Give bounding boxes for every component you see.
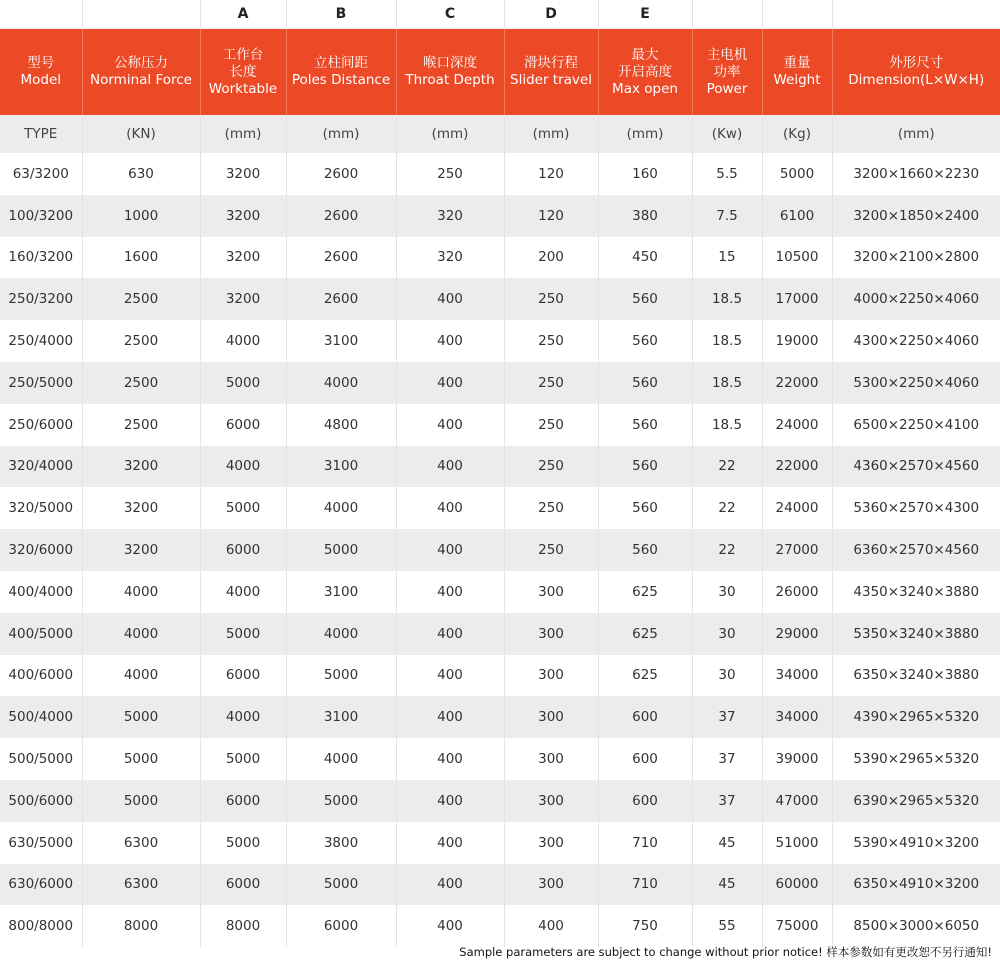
unit-cell: (mm) [396, 115, 504, 153]
table-cell: 6000 [200, 404, 286, 446]
table-cell: 3200×1850×2400 [832, 195, 1000, 237]
header-line: 主电机 [706, 46, 748, 63]
table-row [0, 571, 1000, 613]
table-cell: 2600 [286, 278, 396, 320]
table-body [0, 153, 1000, 947]
table-cell: 22 [692, 529, 762, 571]
header-line: 型号 [27, 55, 55, 71]
table-cell: 39000 [762, 738, 832, 780]
table-cell: 10500 [762, 237, 832, 279]
table-cell: 3800 [286, 822, 396, 864]
column-letter [0, 0, 82, 29]
table-cell: 560 [598, 320, 692, 362]
table-cell: 320 [396, 237, 504, 279]
table-cell: 400 [396, 320, 504, 362]
table-row [0, 195, 1000, 237]
table-cell: 5000 [200, 822, 286, 864]
table-cell: 250 [504, 487, 598, 529]
header-line: 滑块行程 [524, 55, 578, 71]
header-force [82, 29, 200, 116]
table-cell: 160/3200 [0, 237, 82, 279]
table-cell: 3100 [286, 320, 396, 362]
table-cell: 300 [504, 696, 598, 738]
table-cell: 15 [692, 237, 762, 279]
table-cell: 6360×2570×4560 [832, 529, 1000, 571]
table-cell: 5000 [286, 655, 396, 697]
table-cell: 600 [598, 696, 692, 738]
table-cell: 400 [396, 864, 504, 906]
header-line: 长度 [229, 63, 257, 80]
table-cell: 5000 [82, 696, 200, 738]
table-cell: 4000×2250×4060 [832, 278, 1000, 320]
table-cell: 4000 [200, 320, 286, 362]
table-cell: 22 [692, 487, 762, 529]
header-line: 公称压力 [114, 55, 168, 71]
table-cell: 250 [504, 529, 598, 571]
table-cell: 55 [692, 905, 762, 947]
table-row [0, 655, 1000, 697]
table-cell: 4000 [286, 738, 396, 780]
table-cell: 60000 [762, 864, 832, 906]
table-cell: 4350×3240×3880 [832, 571, 1000, 613]
table-cell: 400 [396, 487, 504, 529]
table-cell: 4000 [82, 655, 200, 697]
unit-cell: (mm) [286, 115, 396, 153]
table-cell: 24000 [762, 404, 832, 446]
table-cell: 400 [396, 613, 504, 655]
table-cell: 6350×4910×3200 [832, 864, 1000, 906]
table-cell: 300 [504, 738, 598, 780]
table-cell: 3100 [286, 696, 396, 738]
table-cell: 320/4000 [0, 446, 82, 488]
header-line: Slider travel [510, 72, 592, 88]
table-cell: 250 [504, 446, 598, 488]
table-cell: 2600 [286, 237, 396, 279]
table-cell: 8000 [82, 905, 200, 947]
table-cell: 625 [598, 613, 692, 655]
header-line: Throat Depth [405, 72, 495, 88]
unit-cell: (mm) [504, 115, 598, 153]
table-cell: 2500 [82, 404, 200, 446]
table-cell: 34000 [762, 696, 832, 738]
table-cell: 4360×2570×4560 [832, 446, 1000, 488]
table-cell: 400 [396, 696, 504, 738]
table-cell: 4800 [286, 404, 396, 446]
table-cell: 120 [504, 153, 598, 195]
table-cell: 5300×2250×4060 [832, 362, 1000, 404]
header-line: 外形尺寸 [889, 55, 944, 71]
table-cell: 18.5 [692, 320, 762, 362]
table-cell: 500/6000 [0, 780, 82, 822]
table-cell: 19000 [762, 320, 832, 362]
unit-cell: (Kg) [762, 115, 832, 153]
table-cell: 34000 [762, 655, 832, 697]
header-line: Model [20, 72, 62, 88]
table-cell: 18.5 [692, 362, 762, 404]
table-cell: 18.5 [692, 278, 762, 320]
table-cell: 250 [504, 278, 598, 320]
table-row [0, 529, 1000, 571]
column-letter: E [598, 0, 692, 29]
table-cell: 400/4000 [0, 571, 82, 613]
table-cell: 400 [396, 738, 504, 780]
table-cell: 8000 [200, 905, 286, 947]
column-letter [832, 0, 1000, 29]
table-cell: 4000 [200, 446, 286, 488]
unit-cell: TYPE [0, 115, 82, 153]
table-cell: 4000 [82, 613, 200, 655]
header-power [692, 29, 762, 116]
table-cell: 2500 [82, 320, 200, 362]
header-line: Weight [773, 72, 821, 88]
table-cell: 400 [396, 905, 504, 947]
table-cell: 2500 [82, 278, 200, 320]
table-cell: 5000 [286, 864, 396, 906]
table-cell: 400 [396, 278, 504, 320]
table-cell: 250/6000 [0, 404, 82, 446]
column-letter: A [200, 0, 286, 29]
disclaimer-note: Sample parameters are subject to change without prior notice! 样本参数如有更改恕不另行通知! [459, 945, 992, 959]
table-cell: 250/3200 [0, 278, 82, 320]
table-cell: 400 [396, 780, 504, 822]
table-row [0, 320, 1000, 362]
header-slider-travel [504, 29, 598, 116]
table-cell: 300 [504, 780, 598, 822]
table-cell: 5000 [200, 613, 286, 655]
table-cell: 5360×2570×4300 [832, 487, 1000, 529]
table-cell: 51000 [762, 822, 832, 864]
table-cell: 300 [504, 864, 598, 906]
table-row [0, 780, 1000, 822]
header-poles-distance [286, 29, 396, 116]
table-cell: 250 [504, 404, 598, 446]
table-row [0, 278, 1000, 320]
table-row [0, 613, 1000, 655]
header-line: Worktable [208, 80, 278, 97]
header-row [0, 29, 1000, 116]
table-cell: 4390×2965×5320 [832, 696, 1000, 738]
table-cell: 3100 [286, 571, 396, 613]
table-cell: 320/6000 [0, 529, 82, 571]
unit-cell: (mm) [598, 115, 692, 153]
column-letter-row [0, 0, 1000, 29]
header-line: 最大 [631, 46, 659, 63]
header-weight [762, 29, 832, 116]
table-cell: 24000 [762, 487, 832, 529]
table-cell: 6000 [200, 529, 286, 571]
table-cell: 6000 [200, 864, 286, 906]
table-cell: 63/3200 [0, 153, 82, 195]
table-cell: 400 [504, 905, 598, 947]
table-cell: 250 [504, 320, 598, 362]
unit-cell: (Kw) [692, 115, 762, 153]
table-cell: 4000 [286, 487, 396, 529]
table-row [0, 864, 1000, 906]
table-cell: 22 [692, 446, 762, 488]
table-cell: 100/3200 [0, 195, 82, 237]
table-cell: 2500 [82, 362, 200, 404]
table-cell: 5000 [286, 780, 396, 822]
table-cell: 300 [504, 613, 598, 655]
table-cell: 18.5 [692, 404, 762, 446]
header-line: Max open [612, 80, 678, 97]
table-cell: 560 [598, 362, 692, 404]
table-cell: 6300 [82, 864, 200, 906]
table-cell: 5000 [200, 487, 286, 529]
table-cell: 380 [598, 195, 692, 237]
table-cell: 3200 [82, 487, 200, 529]
table-cell: 3100 [286, 446, 396, 488]
table-cell: 250 [396, 153, 504, 195]
table-cell: 400 [396, 404, 504, 446]
table-cell: 5000 [200, 738, 286, 780]
table-cell: 5350×3240×3880 [832, 613, 1000, 655]
table-cell: 560 [598, 278, 692, 320]
table-cell: 320 [396, 195, 504, 237]
header-line: Poles Distance [291, 72, 391, 88]
table-cell: 7.5 [692, 195, 762, 237]
column-letter [692, 0, 762, 29]
header-line: 功率 [713, 63, 741, 80]
table-cell: 400 [396, 571, 504, 613]
table-cell: 6000 [200, 780, 286, 822]
header-line: Norminal Force [90, 72, 192, 88]
table-cell: 160 [598, 153, 692, 195]
table-cell: 600 [598, 738, 692, 780]
table-cell: 6350×3240×3880 [832, 655, 1000, 697]
table-cell: 45 [692, 864, 762, 906]
table-cell: 17000 [762, 278, 832, 320]
table-cell: 8500×3000×6050 [832, 905, 1000, 947]
table-cell: 800/8000 [0, 905, 82, 947]
table-cell: 400 [396, 822, 504, 864]
column-letter: C [396, 0, 504, 29]
table-cell: 200 [504, 237, 598, 279]
unit-cell: (KN) [82, 115, 200, 153]
table-cell: 250/4000 [0, 320, 82, 362]
table-cell: 5000 [762, 153, 832, 195]
table-row [0, 362, 1000, 404]
table-cell: 250/5000 [0, 362, 82, 404]
table-cell: 30 [692, 613, 762, 655]
table-cell: 560 [598, 404, 692, 446]
table-cell: 5000 [200, 362, 286, 404]
table-cell: 320/5000 [0, 487, 82, 529]
column-letter [762, 0, 832, 29]
table-cell: 22000 [762, 362, 832, 404]
table-cell: 2600 [286, 195, 396, 237]
table-cell: 5000 [82, 780, 200, 822]
table-cell: 600 [598, 780, 692, 822]
table-cell: 560 [598, 446, 692, 488]
table-cell: 37 [692, 696, 762, 738]
column-letter [82, 0, 200, 29]
header-line: 喉口深度 [423, 55, 477, 71]
table-cell: 3200 [200, 237, 286, 279]
header-model [0, 29, 82, 116]
header-worktable [200, 29, 286, 116]
table-cell: 450 [598, 237, 692, 279]
table-cell: 4000 [82, 571, 200, 613]
table-cell: 6390×2965×5320 [832, 780, 1000, 822]
unit-cell: (mm) [200, 115, 286, 153]
table-cell: 5000 [82, 738, 200, 780]
table-cell: 2600 [286, 153, 396, 195]
table-cell: 3200×1660×2230 [832, 153, 1000, 195]
table-row [0, 153, 1000, 195]
table-cell: 4000 [200, 571, 286, 613]
header-dimension [832, 29, 1000, 116]
table-cell: 29000 [762, 613, 832, 655]
table-cell: 1000 [82, 195, 200, 237]
table-row [0, 404, 1000, 446]
header-line: Power [706, 80, 748, 97]
table-row [0, 905, 1000, 947]
table-cell: 45 [692, 822, 762, 864]
table-cell: 625 [598, 571, 692, 613]
table-cell: 400/5000 [0, 613, 82, 655]
table-cell: 5390×4910×3200 [832, 822, 1000, 864]
column-letter: B [286, 0, 396, 29]
header-line: 开启高度 [618, 63, 672, 80]
table-cell: 47000 [762, 780, 832, 822]
table-cell: 250 [504, 362, 598, 404]
table-cell: 22000 [762, 446, 832, 488]
table-cell: 5000 [286, 529, 396, 571]
table-cell: 300 [504, 822, 598, 864]
table-cell: 500/5000 [0, 738, 82, 780]
table-cell: 750 [598, 905, 692, 947]
table-cell: 710 [598, 822, 692, 864]
table-cell: 30 [692, 655, 762, 697]
table-cell: 630 [82, 153, 200, 195]
table-cell: 5.5 [692, 153, 762, 195]
table-cell: 400 [396, 446, 504, 488]
table-row [0, 738, 1000, 780]
table-cell: 300 [504, 655, 598, 697]
table-cell: 120 [504, 195, 598, 237]
table-cell: 26000 [762, 571, 832, 613]
header-line: Dimension(L×W×H) [848, 72, 985, 88]
header-line: 立柱间距 [314, 55, 368, 71]
table-cell: 710 [598, 864, 692, 906]
table-cell: 5390×2965×5320 [832, 738, 1000, 780]
table-cell: 4000 [286, 613, 396, 655]
table-cell: 6300 [82, 822, 200, 864]
table-cell: 500/4000 [0, 696, 82, 738]
table-cell: 625 [598, 655, 692, 697]
table-cell: 6500×2250×4100 [832, 404, 1000, 446]
table-cell: 400 [396, 655, 504, 697]
header-line: 工作台 [222, 46, 264, 63]
table-cell: 6000 [200, 655, 286, 697]
table-cell: 4300×2250×4060 [832, 320, 1000, 362]
unit-cell: (mm) [832, 115, 1000, 153]
header-max-open [598, 29, 692, 116]
table-cell: 27000 [762, 529, 832, 571]
table-cell: 37 [692, 780, 762, 822]
table-cell: 3200 [82, 446, 200, 488]
table-row [0, 696, 1000, 738]
table-cell: 300 [504, 571, 598, 613]
table-cell: 75000 [762, 905, 832, 947]
table-cell: 3200 [200, 153, 286, 195]
table-cell: 6100 [762, 195, 832, 237]
table-cell: 400/6000 [0, 655, 82, 697]
table-cell: 630/5000 [0, 822, 82, 864]
table-cell: 3200 [200, 195, 286, 237]
table-cell: 1600 [82, 237, 200, 279]
table-cell: 400 [396, 362, 504, 404]
table-cell: 3200×2100×2800 [832, 237, 1000, 279]
table-cell: 6000 [286, 905, 396, 947]
table-cell: 560 [598, 529, 692, 571]
header-throat-depth [396, 29, 504, 116]
header-line: 重量 [783, 55, 811, 71]
column-letter: D [504, 0, 598, 29]
table-cell: 37 [692, 738, 762, 780]
table-cell: 30 [692, 571, 762, 613]
table-row [0, 487, 1000, 529]
table-cell: 4000 [200, 696, 286, 738]
table-cell: 560 [598, 487, 692, 529]
units-row [0, 115, 1000, 153]
table-cell: 630/6000 [0, 864, 82, 906]
table-cell: 400 [396, 529, 504, 571]
table-head [0, 0, 1000, 153]
table-row [0, 822, 1000, 864]
table-row [0, 446, 1000, 488]
table-cell: 4000 [286, 362, 396, 404]
table-cell: 3200 [82, 529, 200, 571]
table-row [0, 237, 1000, 279]
table-cell: 3200 [200, 278, 286, 320]
